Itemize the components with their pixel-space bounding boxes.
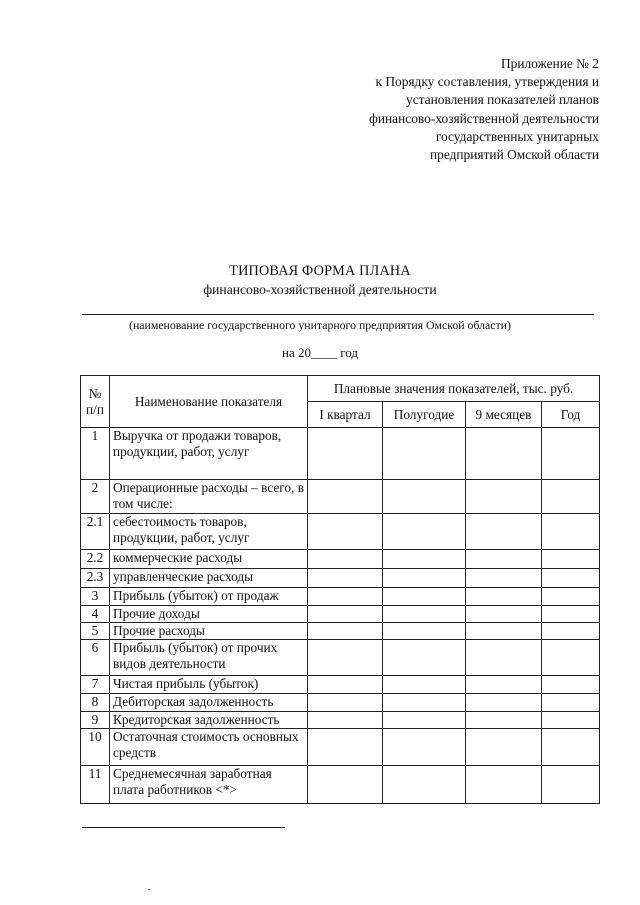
appendix-line: предприятий Омской области bbox=[429, 147, 599, 163]
table-row bbox=[81, 676, 600, 694]
appendix-line: финансово-хозяйственной деятельности bbox=[369, 110, 599, 126]
row-number: 8 bbox=[81, 694, 110, 712]
row-number: 3 bbox=[81, 588, 110, 606]
value-cell[interactable] bbox=[308, 514, 383, 550]
value-cell[interactable] bbox=[466, 712, 542, 729]
form-subtitle: финансово-хозяйственной деятельности bbox=[203, 282, 437, 297]
value-cell[interactable] bbox=[383, 694, 466, 712]
column-header-9-months: 9 месяцев bbox=[466, 402, 542, 428]
row-indicator: Прочие расходы bbox=[110, 623, 308, 640]
table-row bbox=[81, 766, 600, 804]
row-number: 2.1 bbox=[81, 514, 110, 550]
value-cell[interactable] bbox=[383, 729, 466, 766]
row-number: 2 bbox=[81, 480, 110, 514]
row-indicator: коммерческие расходы bbox=[110, 550, 308, 569]
row-number: 2.2 bbox=[81, 550, 110, 569]
value-cell[interactable] bbox=[466, 606, 542, 623]
plan-year: на 20____ год bbox=[282, 345, 358, 360]
value-cell[interactable] bbox=[542, 623, 600, 640]
value-cell[interactable] bbox=[308, 480, 383, 514]
appendix-line: Приложение № 2 bbox=[500, 56, 599, 71]
row-indicator: Выручка от продажи товаров, продукции, работ, услуг bbox=[110, 428, 308, 480]
form-title: ТИПОВАЯ ФОРМА ПЛАНА bbox=[229, 263, 411, 279]
column-header-q1: I квартал bbox=[308, 402, 383, 428]
value-cell[interactable] bbox=[383, 623, 466, 640]
row-number: 4 bbox=[81, 606, 110, 623]
appendix-line: к Порядку составления, утверждения и bbox=[375, 74, 599, 90]
row-indicator: Прочие доходы bbox=[110, 606, 308, 623]
scan-speck bbox=[148, 889, 150, 890]
value-cell[interactable] bbox=[466, 640, 542, 676]
value-cell[interactable] bbox=[308, 640, 383, 676]
column-header-number: № п/п bbox=[81, 376, 110, 428]
table-row bbox=[81, 514, 600, 550]
appendix-line: государственных унитарных bbox=[435, 128, 599, 144]
enterprise-name-caption: (наименование государственного унитарного предприятия Омской области) bbox=[129, 318, 511, 332]
value-cell[interactable] bbox=[542, 766, 600, 804]
value-cell[interactable] bbox=[383, 676, 466, 694]
value-cell[interactable] bbox=[383, 514, 466, 550]
table-row bbox=[81, 569, 600, 588]
value-cell[interactable] bbox=[308, 569, 383, 588]
row-indicator: Среднемесячная заработная плата работников <*> bbox=[110, 766, 308, 804]
table-row bbox=[81, 588, 600, 606]
value-cell[interactable] bbox=[466, 729, 542, 766]
row-indicator: управленческие расходы bbox=[110, 569, 308, 588]
value-cell[interactable] bbox=[466, 766, 542, 804]
value-cell[interactable] bbox=[466, 588, 542, 606]
row-indicator: себестоимость товаров, продукции, работ, услуг bbox=[110, 514, 308, 550]
value-cell[interactable] bbox=[383, 712, 466, 729]
value-cell[interactable] bbox=[383, 550, 466, 569]
column-header-half-year: Полугодие bbox=[383, 402, 466, 428]
value-cell[interactable] bbox=[308, 606, 383, 623]
value-cell[interactable] bbox=[542, 694, 600, 712]
value-cell[interactable] bbox=[542, 712, 600, 729]
value-cell[interactable] bbox=[308, 623, 383, 640]
value-cell[interactable] bbox=[466, 550, 542, 569]
table-row bbox=[81, 623, 600, 640]
table-row bbox=[81, 729, 600, 766]
value-cell[interactable] bbox=[542, 606, 600, 623]
appendix-header bbox=[369, 55, 599, 164]
value-cell[interactable] bbox=[308, 712, 383, 729]
table-row bbox=[81, 606, 600, 623]
value-cell[interactable] bbox=[383, 606, 466, 623]
value-cell[interactable] bbox=[466, 569, 542, 588]
value-cell[interactable] bbox=[383, 766, 466, 804]
appendix-line: установления показателей планов bbox=[406, 92, 599, 108]
column-header-planned-values: Плановые значения показателей, тыс. руб. bbox=[308, 376, 600, 402]
value-cell[interactable] bbox=[542, 550, 600, 569]
row-number: 2.3 bbox=[81, 569, 110, 588]
value-cell[interactable] bbox=[466, 623, 542, 640]
plan-table bbox=[80, 375, 600, 804]
table-row bbox=[81, 694, 600, 712]
value-cell[interactable] bbox=[308, 766, 383, 804]
table-row bbox=[81, 712, 600, 729]
row-indicator: Прибыль (убыток) от продаж bbox=[110, 588, 308, 606]
table-row bbox=[81, 480, 600, 514]
value-cell[interactable] bbox=[542, 676, 600, 694]
table-row bbox=[81, 550, 600, 569]
table-row bbox=[81, 428, 600, 480]
value-cell[interactable] bbox=[308, 428, 383, 480]
enterprise-name-line bbox=[82, 314, 594, 315]
value-cell[interactable] bbox=[542, 729, 600, 766]
value-cell[interactable] bbox=[466, 514, 542, 550]
value-cell[interactable] bbox=[383, 588, 466, 606]
column-header-indicator: Наименование показателя bbox=[110, 376, 308, 428]
value-cell[interactable] bbox=[308, 694, 383, 712]
row-number: 1 bbox=[81, 428, 110, 480]
row-indicator: Операционные расходы – всего, в том числе: bbox=[110, 480, 308, 514]
column-header-year: Год bbox=[542, 402, 600, 428]
row-indicator: Остаточная стоимость основных средств bbox=[110, 729, 308, 766]
value-cell[interactable] bbox=[308, 729, 383, 766]
value-cell[interactable] bbox=[542, 640, 600, 676]
value-cell[interactable] bbox=[466, 694, 542, 712]
row-indicator: Дебиторская задолженность bbox=[110, 694, 308, 712]
value-cell[interactable] bbox=[308, 676, 383, 694]
value-cell[interactable] bbox=[383, 480, 466, 514]
value-cell[interactable] bbox=[308, 550, 383, 569]
row-number: 11 bbox=[81, 766, 110, 804]
value-cell[interactable] bbox=[466, 480, 542, 514]
row-indicator: Прибыль (убыток) от прочих видов деятельности bbox=[110, 640, 308, 676]
value-cell[interactable] bbox=[383, 640, 466, 676]
row-indicator: Кредиторская задолженность bbox=[110, 712, 308, 729]
row-number: 9 bbox=[81, 712, 110, 729]
value-cell[interactable] bbox=[542, 480, 600, 514]
value-cell[interactable] bbox=[542, 514, 600, 550]
value-cell[interactable] bbox=[542, 428, 600, 480]
footnote-separator bbox=[82, 827, 285, 828]
value-cell[interactable] bbox=[542, 588, 600, 606]
row-number: 7 bbox=[81, 676, 110, 694]
row-number: 6 bbox=[81, 640, 110, 676]
value-cell[interactable] bbox=[542, 569, 600, 588]
value-cell[interactable] bbox=[466, 676, 542, 694]
table-row bbox=[81, 640, 600, 676]
value-cell[interactable] bbox=[308, 588, 383, 606]
row-indicator: Чистая прибыль (убыток) bbox=[110, 676, 308, 694]
value-cell[interactable] bbox=[383, 428, 466, 480]
value-cell[interactable] bbox=[466, 428, 542, 480]
value-cell[interactable] bbox=[383, 569, 466, 588]
row-number: 10 bbox=[81, 729, 110, 766]
row-number: 5 bbox=[81, 623, 110, 640]
